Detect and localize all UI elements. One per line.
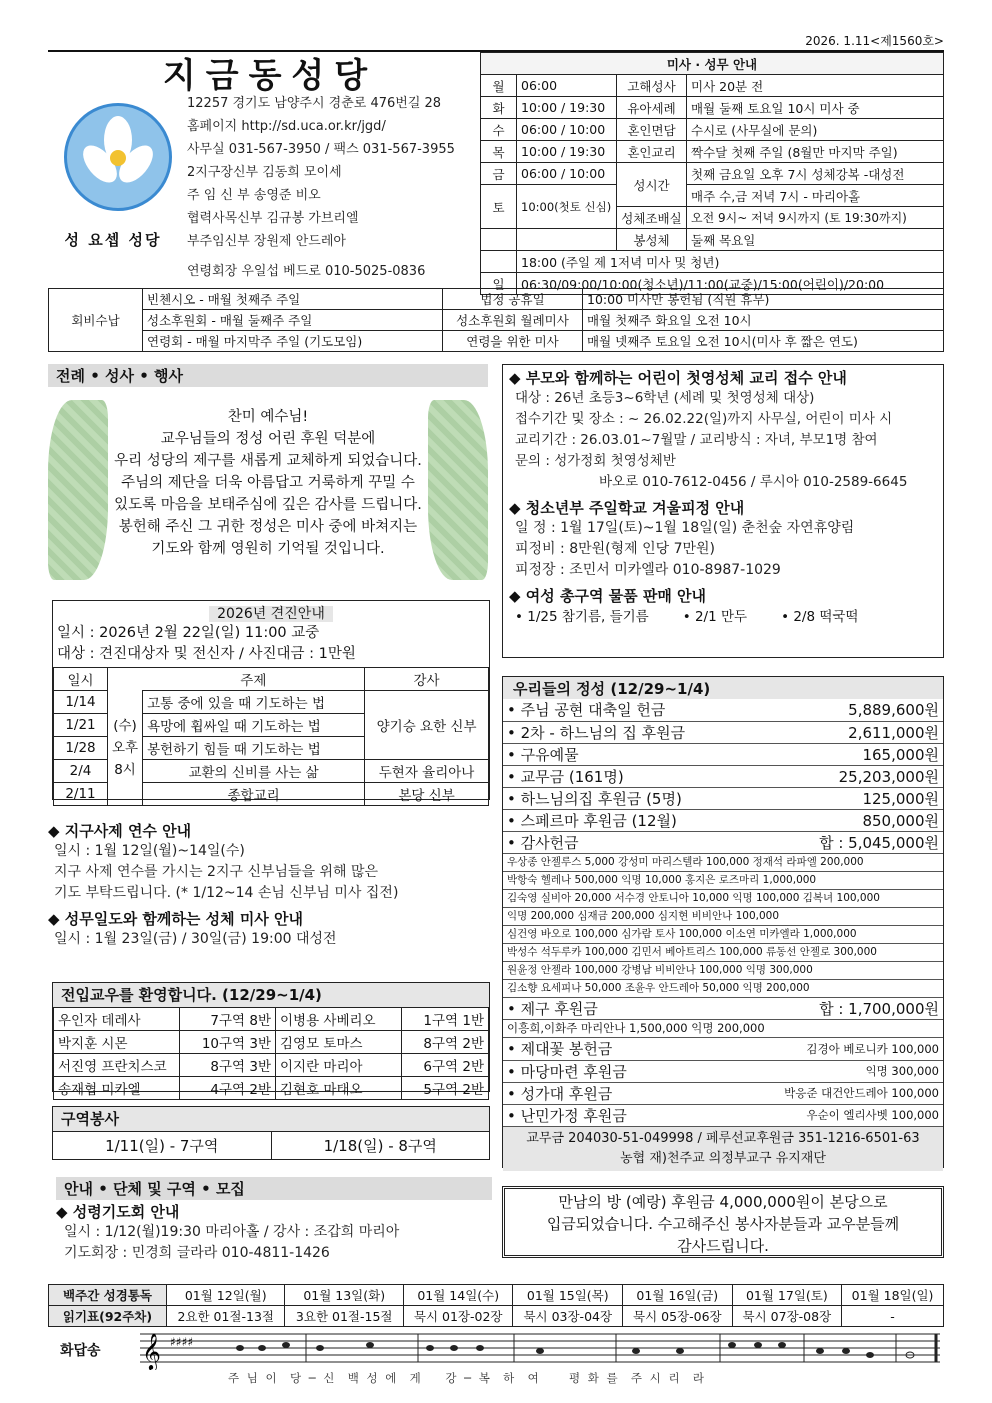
dues-item: 연령회 - 매월 마지막주 주일 (기도모임) <box>143 331 443 352</box>
info-association: 연령회장 우일섭 베드로 010-5025-0836 <box>187 264 426 279</box>
flower-icon <box>67 106 169 208</box>
thanks-line: 우리 성당의 제구를 새롭게 교체하게 되었습니다. <box>114 453 422 469</box>
jegu-table <box>503 998 943 1021</box>
info-address: 12257 경기도 남양주시 경춘로 476번길 28 <box>187 96 442 111</box>
th: 일시 <box>54 668 108 691</box>
thanks-donor: 우상종 안젤루스 5,000 강성미 마리스텔라 100,000 정재석 라파엘 200,000 <box>503 854 943 872</box>
bible-read: 3요한 01절-15절 <box>285 1306 403 1327</box>
sale-item: • 2/8 떡국떡 <box>781 609 859 625</box>
topic-cell: 봉헌하기 힘들 때 기도하는 법 <box>143 737 365 760</box>
clergy-l1: 일시 : 1월 23일(금) / 30일(금) 19:00 대성전 <box>54 931 337 947</box>
bible-read: - <box>842 1306 944 1327</box>
time-cell: 06:00 / 10:00 <box>517 119 617 141</box>
thanks-donor: 김소향 요세피나 50,000 조윤우 안드레아 50,000 익명 200,000 <box>503 980 943 998</box>
nc: 박지훈 시몬 <box>54 1031 180 1054</box>
thanks-line: 교우님들의 정성 어린 후원 덕분에 <box>160 431 376 447</box>
nc: 10구역 3반 <box>180 1031 276 1054</box>
nc: 4구역 2반 <box>180 1077 276 1100</box>
priest-l2: 지구 사제 연수를 가시는 2지구 신부님들을 위해 많은 <box>54 864 379 880</box>
offering-donor: 우순이 엘리사벳 100,000 <box>696 1104 943 1126</box>
music-staff <box>140 1326 946 1370</box>
offering-label: • 주님 공현 대축일 헌금 <box>503 699 764 721</box>
thanks-line: 봉헌해 주신 그 귀한 정성은 미사 중에 바쳐지는 <box>118 519 418 535</box>
offering-label: • 구유예물 <box>503 743 764 765</box>
psalm-label: 화답송 <box>60 1343 101 1359</box>
offering-label: • 하느님의집 후원금 (5명) <box>503 787 764 809</box>
speaker: 두현자 율리아나 <box>365 760 489 783</box>
prayer-l2: 기도회장 : 민경희 글라라 010-4811-1426 <box>64 1245 330 1261</box>
page-title: 지금동성당 <box>162 56 378 96</box>
day-cell: 일 <box>481 273 517 295</box>
firstcomm-line: 대상 : 26년 초등3~6학년 (세례 및 첫영성체 대상) <box>515 390 815 406</box>
bible-reading-table <box>48 1284 944 1327</box>
day-cell: 월 <box>481 75 517 97</box>
thanks-donor: 김숙영 실비아 20,000 서수경 안토니아 10,000 익명 100,000 김복녀 100,000 <box>503 890 943 908</box>
info-district-priest: 2지구장신부 김동희 모이세 <box>187 165 342 180</box>
offering-amount: 125,000원 <box>764 787 943 809</box>
bible-day: 01월 16일(금) <box>623 1285 733 1306</box>
day-cell: 금 <box>481 163 517 185</box>
topic-cell: 고통 중에 있을 때 기도하는 법 <box>143 691 365 714</box>
svc-key: 성시간 <box>617 163 687 207</box>
offering-amount: 합 : 5,045,000원 <box>764 831 943 853</box>
date-cell: 2/4 <box>54 760 108 783</box>
svc-key: 고해성사 <box>617 75 687 97</box>
speaker: 양기승 요한 신부 <box>365 691 489 760</box>
thanks-donor: 박성수 석두루카 100,000 김민서 베아트리스 100,000 류동선 안젤로 300,000 <box>503 944 943 962</box>
nc: 우인자 데레사 <box>54 1008 180 1031</box>
pilgrim-who: 대상 : 견진대상자 및 전신자 / 사진대금 : 1만원 <box>57 646 356 662</box>
dues-item: 10:00 미사만 봉헌됨 (직원 휴무) <box>583 289 944 310</box>
nc: 5구역 2반 <box>402 1077 489 1100</box>
offering-amount: 5,889,600원 <box>764 699 943 721</box>
offering-label: • 제대꽃 봉헌금 <box>503 1038 696 1060</box>
offering-amount: 25,203,000원 <box>764 765 943 787</box>
announcements-box <box>502 364 944 658</box>
offering-label: • 마당마련 후원금 <box>503 1060 696 1082</box>
newcomers-box <box>52 982 490 1098</box>
bible-read: 묵시 01장-02장 <box>403 1306 513 1327</box>
nc: 이병용 사베리오 <box>276 1008 402 1031</box>
thanks-donor: 익명 200,000 심재금 200,000 심지현 비비안나 100,000 <box>503 908 943 926</box>
bible-label: 백주간 성경통독 <box>49 1285 167 1306</box>
bible-day: 01월 14일(수) <box>403 1285 513 1306</box>
district-b: 1/18(일) - 8구역 <box>323 1137 437 1155</box>
thanks-line: 기도와 함께 영원히 기억될 것입니다. <box>151 541 385 557</box>
camp-heading: ◆ 청소년부 주일학교 겨울피정 안내 <box>509 499 745 517</box>
prayer-heading: ◆ 성령기도회 안내 <box>56 1203 180 1221</box>
nc: 서진영 프란치스코 <box>54 1054 180 1077</box>
svc-val: 짝수달 첫째 주일 (8월만 마지막 주일) <box>687 141 944 163</box>
dues-item: 매월 넷째주 토요일 오전 10시(미사 후 짧은 연도) <box>583 331 944 352</box>
camp-line: 일 정 : 1월 17일(토)~1월 18일(일) 춘천숲 자연휴양림 <box>515 520 855 536</box>
bible-day: 01월 18일(일) <box>842 1285 944 1306</box>
nc: 김영모 토마스 <box>276 1031 402 1054</box>
svc-key: 성체조배실 <box>617 207 687 229</box>
time-cell: 10:00(첫토 신심) <box>517 185 617 229</box>
bible-read: 묵시 03장-04장 <box>513 1306 623 1327</box>
sunday-mass: 06:30/09:00/10:00(청소년)/11:00(교중)/15:00(어린이)/20:00 <box>517 273 944 295</box>
nc: 김현호 마태오 <box>276 1077 402 1100</box>
offering-box <box>502 676 944 1168</box>
svc-val: 첫째 금요일 오후 7시 성체강복 -대성전 <box>687 163 944 185</box>
offering-table <box>503 699 943 854</box>
section-notice: 안내 • 단체 및 구역 • 모집 <box>56 1177 492 1200</box>
clergy-heading: ◆ 성무일도와 함께하는 성체 미사 안내 <box>48 910 303 928</box>
svc-key: 유아세례 <box>617 97 687 119</box>
account-line: 농협 재)천주교 의정부교구 유지재단 <box>620 1150 826 1166</box>
thanks-donor: 원윤정 안젤라 100,000 강병남 비비안나 100,000 익명 300,000 <box>503 962 943 980</box>
topic-cell: 종합교리 <box>143 783 365 806</box>
offering-amount: 850,000원 <box>764 809 943 831</box>
topic-cell: 욕망에 휩싸일 때 기도하는 법 <box>143 714 365 737</box>
offering-amount: 합 : 1,700,000원 <box>695 998 943 1020</box>
camp-line: 피정비 : 8만원(형제 인당 7만원) <box>515 541 716 557</box>
svg-text:♯♯♯♯: ♯♯♯♯ <box>170 1335 194 1349</box>
date-cell: 1/28 <box>54 737 108 760</box>
svc-val: 매월 둘째 토요일 10시 미사 중 <box>687 97 944 119</box>
svc-val: 매주 수,금 저녁 7시 - 마리아홀 <box>687 185 944 207</box>
firstcomm-line: 교리기간 : 26.03.01~7월말 / 교리방식 : 자녀, 부모1명 참여 <box>515 432 878 448</box>
offering-amount: 165,000원 <box>764 743 943 765</box>
time-cell: 10:00 / 19:30 <box>517 97 617 119</box>
meet-line: 입금되었습니다. 수고해주신 봉사자분들과 교우분들께 <box>546 1215 900 1233</box>
time-cell: 06:00 <box>517 75 617 97</box>
mid: 오후 <box>112 739 139 756</box>
info-pastor: 주 임 신 부 송영준 비오 <box>187 188 321 203</box>
pilgrim-table <box>53 667 489 806</box>
bible-day: 01월 15일(목) <box>513 1285 623 1306</box>
thanks-box <box>48 392 488 592</box>
church-name: 성 요셉 성당 <box>64 231 162 249</box>
offering-amount: 2,611,000원 <box>764 721 943 743</box>
offering-donor: 박응준 대건안드레아 100,000 <box>696 1082 943 1104</box>
sale-item: • 2/1 만두 <box>682 609 748 625</box>
svc-key: 혼인교리 <box>617 141 687 163</box>
th: 강사 <box>365 668 489 691</box>
firstcomm-line: 바오로 010-7612-0456 / 루시아 010-2589-6645 <box>599 474 908 490</box>
sat-evening-mass: 18:00 (주일 제 1저녁 미사 및 청년) <box>517 251 944 273</box>
info-homepage[interactable]: 홈페이지 http://sd.uca.or.kr/jgd/ <box>187 119 386 134</box>
firstcomm-heading: ◆ 부모와 함께하는 어린이 첫영성체 교리 접수 안내 <box>509 369 847 387</box>
church-logo <box>64 103 172 211</box>
time-cell: 06:00 / 10:00 <box>517 163 617 185</box>
info-phone: 사무실 031-567-3950 / 팩스 031-567-3955 <box>187 142 455 157</box>
bible-day: 01월 12일(월) <box>167 1285 285 1306</box>
mass-header: 미사 · 성무 안내 <box>481 53 944 75</box>
priest-l1: 일시 : 1월 12일(월)~14일(수) <box>54 843 245 859</box>
pilgrim-when: 일시 : 2026년 2월 22일(일) 11:00 교중 <box>57 625 320 641</box>
svc-key: 혼인면담 <box>617 119 687 141</box>
pilgrim-title: 2026년 견진안내 <box>209 606 333 622</box>
time-cell: 10:00 / 19:30 <box>517 141 617 163</box>
thanks-line: 주님의 제단을 더욱 아름답고 거룩하게 꾸밀 수 <box>121 475 415 491</box>
day-cell: 토 <box>481 185 517 229</box>
firstcomm-line: 접수기간 및 장소 : ~ 26.02.22(일)까지 사무실, 어린이 미사 시 <box>515 411 893 427</box>
svc-val: 미사 20분 전 <box>687 75 944 97</box>
offering-label: • 감사헌금 <box>503 831 764 853</box>
svc-val: 오전 9시~ 저녁 9시까지 (토 19:30까지) <box>687 207 944 229</box>
treble-clef-icon: 𝄞 <box>142 1332 161 1370</box>
offering-heading: 우리들의 정성 (12/29~1/4) <box>503 677 943 699</box>
pilgrim-box <box>52 600 490 804</box>
dues-label: 회비수납 <box>49 289 143 352</box>
thanks-donor: 심건영 바오로 100,000 심가람 토사 100,000 이소연 미카엘라 1,000,000 <box>503 926 943 944</box>
bible-read: 묵시 05장-06장 <box>623 1306 733 1327</box>
th: 주제 <box>143 668 365 691</box>
bible-label: 읽기표(92주차) <box>49 1306 167 1327</box>
issue-date: 2026. 1.11<제1560호> <box>805 34 944 48</box>
offering-label: • 성가대 후원금 <box>503 1082 696 1104</box>
nc: 7구역 8반 <box>180 1008 276 1031</box>
firstcomm-line: 문의 : 성가정회 첫영성체반 <box>515 453 676 469</box>
svc-key: 봉성체 <box>617 229 687 251</box>
offering-label: • 제구 후원금 <box>503 998 695 1020</box>
dues-item: 연령을 위한 미사 <box>443 331 583 352</box>
date-cell: 1/21 <box>54 714 108 737</box>
svc-val: 수시로 (사무실에 문의) <box>687 119 944 141</box>
svc-val: 둘째 목요일 <box>687 229 944 251</box>
extra-table <box>503 1038 943 1127</box>
bible-day: 01월 13일(화) <box>285 1285 403 1306</box>
offering-label: • 스페르마 후원금 (12월) <box>503 809 764 831</box>
date-cell: 1/14 <box>54 691 108 714</box>
newcomers-heading: 전입교우를 환영합니다. (12/29~1/4) <box>53 983 489 1007</box>
day-cell: 목 <box>481 141 517 163</box>
camp-line: 피정장 : 조민서 미카엘라 010-8987-1029 <box>515 562 781 578</box>
meet-box <box>502 1186 944 1258</box>
nc: 송재협 미카엘 <box>54 1077 180 1100</box>
thanks-donor: 박항숙 헬레나 500,000 익명 10,000 홍지은 로즈마리 1,000,000 <box>503 872 943 890</box>
offering-label: • 난민가정 후원금 <box>503 1104 696 1126</box>
dues-item: 빈첸시오 - 매월 첫째주 주일 <box>143 289 443 310</box>
district-a: 1/11(일) - 7구역 <box>53 1132 272 1159</box>
section-liturgy: 전례 • 성사 • 행사 <box>48 364 488 387</box>
bible-read: 2요한 01절-13절 <box>167 1306 285 1327</box>
offering-donor: 익명 300,000 <box>696 1060 943 1082</box>
mass-schedule-table <box>480 52 944 295</box>
nc: 8구역 3반 <box>180 1054 276 1077</box>
sale-item: • 1/25 참기름, 들기름 <box>515 609 649 625</box>
sale-heading: ◆ 여성 총구역 물품 판매 안내 <box>509 587 707 605</box>
jegu-donors: 이흥희,이화주 마리안나 1,500,000 익명 200,000 <box>503 1020 943 1038</box>
topic-cell: 교환의 신비를 사는 삶 <box>143 760 365 783</box>
thanks-line: 찬미 예수님! <box>227 409 309 425</box>
account-line: 교무금 204030-51-049998 / 페루선교후원금 351-1216-6501-63 <box>526 1130 920 1146</box>
priest-l3: 기도 부탁드립니다. (* 1/12~14 손님 신부님 미사 집전) <box>54 885 399 901</box>
priest-heading: ◆ 지구사제 연수 안내 <box>48 822 192 840</box>
nc: 1구역 1반 <box>402 1008 489 1031</box>
meet-line: 감사드립니다. <box>677 1237 769 1255</box>
nc: 6구역 2반 <box>402 1054 489 1077</box>
info-assistant-priest: 부주임신부 장원제 안드레아 <box>187 234 346 249</box>
day-cell: 수 <box>481 119 517 141</box>
dues-item: 성소후원회 월례미사 <box>443 310 583 331</box>
offering-donor: 김경아 베로니카 100,000 <box>696 1038 943 1060</box>
nc: 이지란 마리아 <box>276 1054 402 1077</box>
dues-item: 매월 첫째주 화요일 오전 10시 <box>583 310 944 331</box>
nc: 8구역 2반 <box>402 1031 489 1054</box>
newcomers-table <box>53 1007 489 1100</box>
dues-item: 성소후원회 - 매월 둘째주 주일 <box>143 310 443 331</box>
mid: (수) <box>113 717 137 734</box>
speaker: 본당 신부 <box>365 783 489 806</box>
mid: 8시 <box>114 761 136 778</box>
offering-label: • 2차 - 하느님의 집 후원금 <box>503 721 764 743</box>
district-heading: 구역봉사 <box>53 1107 489 1131</box>
prayer-l1: 일시 : 1/12(월)19:30 마리아홀 / 강사 : 조갑희 마리아 <box>64 1224 400 1240</box>
psalm-lyrics: 주 님 이 당 ─ 신 백 성 에 게 강 ─ 복 하 여 평 화 를 주 시 리 라 <box>228 1371 706 1385</box>
date-cell: 2/11 <box>54 783 108 806</box>
info-assoc-priest: 협력사목신부 김규봉 가브리엘 <box>187 211 359 226</box>
bible-read: 묵시 07장-08장 <box>732 1306 842 1327</box>
day-cell: 화 <box>481 97 517 119</box>
offering-label: • 교무금 (161명) <box>503 765 764 787</box>
thanks-line: 있도록 마음을 보태주심에 깊은 감사를 드립니다. <box>114 497 422 513</box>
dues-item: 법정 공휴일 <box>443 289 583 310</box>
meet-line: 만남의 방 (예랑) 후원금 4,000,000원이 본당으로 <box>558 1193 888 1211</box>
dues-table <box>48 288 944 352</box>
district-box <box>52 1106 490 1160</box>
bible-day: 01월 17일(토) <box>732 1285 842 1306</box>
